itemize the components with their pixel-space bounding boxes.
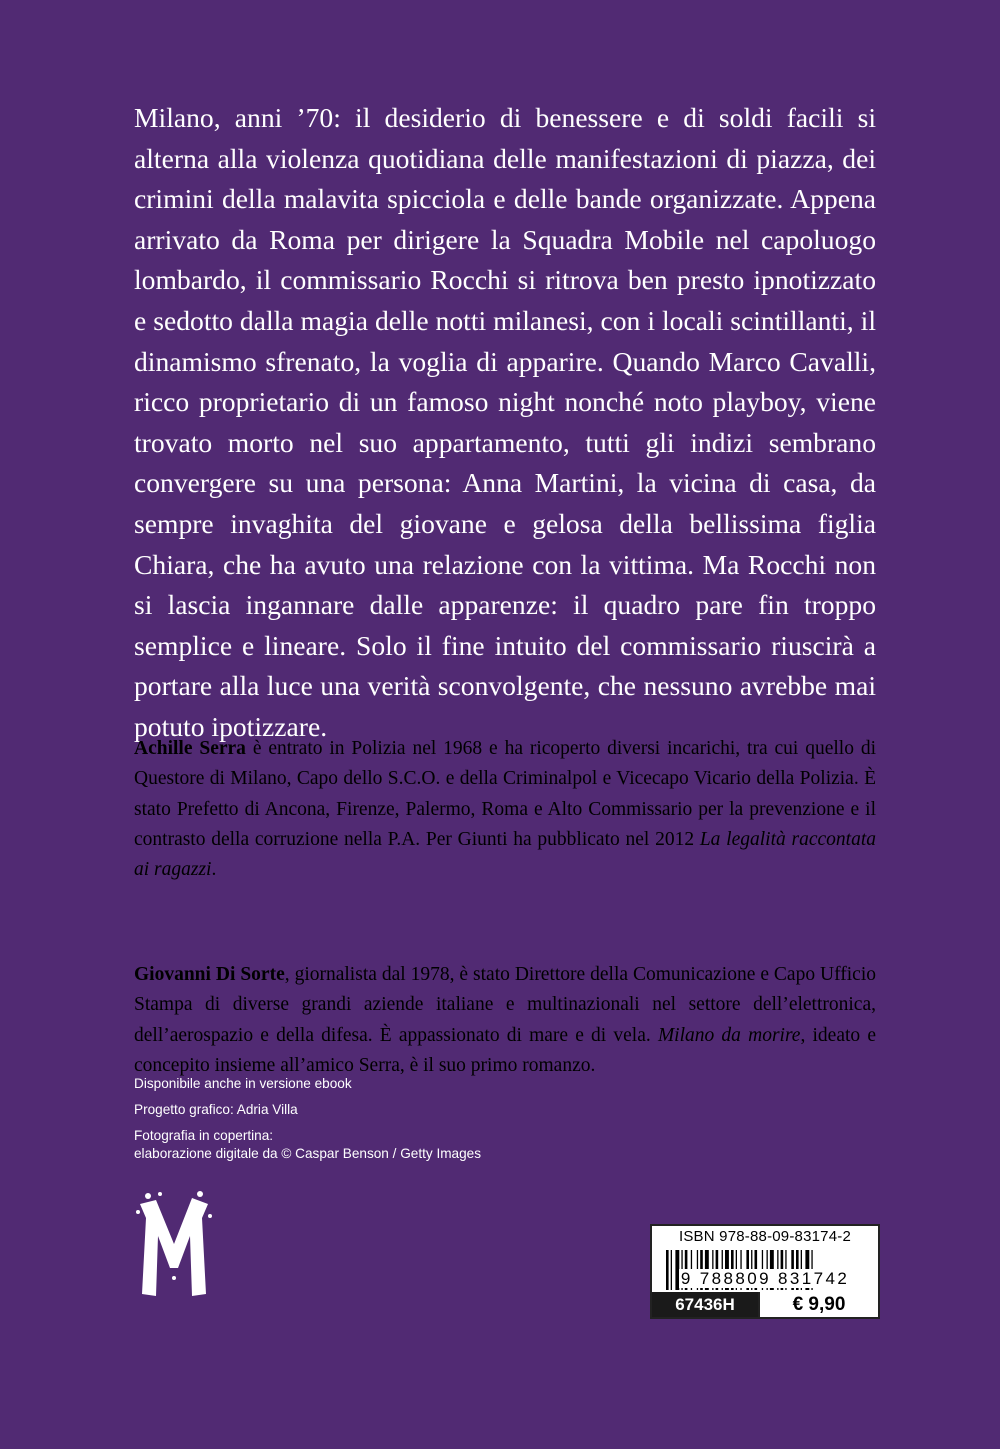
barcode-digits-row	[652, 1269, 878, 1289]
price-label: € 9,90	[758, 1292, 878, 1317]
design-credit: Progetto grafico: Adria Villa	[134, 1102, 298, 1117]
author-bio-serra-end: .	[211, 859, 217, 881]
book-title-legalita: La legalità raccontata ai ragazzi	[134, 828, 876, 881]
credits	[134, 1075, 734, 1163]
author-name-serra: Achille Serra	[134, 738, 246, 759]
product-code: 67436H	[652, 1292, 758, 1317]
author-bio-disorte-end: , ideato e concepito insieme all’amico Serra, è il suo primo romanzo.	[134, 1024, 876, 1076]
author-name-disorte: Giovanni Di Sorte	[134, 964, 285, 985]
photo-label: Fotografia in copertina:	[134, 1128, 274, 1143]
book-title-milano: Milano da morire	[657, 1024, 801, 1046]
ebook-note: Disponibile anche in versione ebook	[134, 1076, 352, 1091]
synopsis-text: Milano, anni ’70: il desiderio di benessere e di soldi facili si alterna alla violenza quotidiana delle manifestazioni di piazza, dei crimini della malavita spicciola e delle bande organizzate. Appena arrivato da Roma per dirigere la Squadra Mobile nel capoluogo lombardo, il commissario Rocchi si ritrova ben presto ipnotizzato e sedotto dalla magia delle notti milanesi, con i locali scintillanti, il dinamismo sfrenato, la voglia di apparire. Quando Marco Cavalli, ricco proprietario di un famoso night nonché noto playboy, viene trovato morto nel suo appartamento, tutti gli indizi sembrano convergere su una persona: Anna Martini, la vicina di casa, da sempre invaghita del giovane e gelosa della bellissima figlia Chiara, che ha avuto una relazione con la vittima. Ma Rocchi non si lascia ingannare dalle apparenze: il quadro pare fin troppo semplice e lineare. Solo il fine intuito del commissario riuscirà a portare alla luce una verità sconvolgente, che nessuno avrebbe mai potuto ipotizzare.	[134, 102, 876, 742]
isbn-label: ISBN 978-88-09-83174-2	[678, 1228, 851, 1245]
author-bio-serra	[134, 734, 876, 885]
publisher-logo-m	[134, 1190, 214, 1300]
author-bio-serra-text: è entrato in Polizia nel 1968 e ha ricoperto diversi incarichi, tra cui quello di Questore di Milano, Capo dello S.C.O. e della Criminalpol e Vicecapo Vicario della Polizia. È stato Prefetto di Ancona, Firenze, Palermo, Roma e Alto Commissario per la prevenzione e il contrasto della corruzione nella P.A. Per Giunti ha pubblicato nel 2012	[134, 738, 876, 850]
photo-credit: elaborazione digitale da © Caspar Benson / Getty Images	[134, 1146, 482, 1161]
barcode-digits: 9 788809 831742	[680, 1269, 850, 1288]
author-bio-disorte-text: , giornalista dal 1978, è stato Direttore della Comunicazione e Capo Ufficio Stampa di diverse grandi aziende italiane e multinazionali nel settore dell’elettronica, dell’aerospazio e della difesa. È appassionato di mare e di vela.	[134, 964, 876, 1046]
code-price-row	[652, 1292, 878, 1317]
barcode-box	[650, 1224, 880, 1319]
author-bio-disorte	[134, 960, 876, 1081]
